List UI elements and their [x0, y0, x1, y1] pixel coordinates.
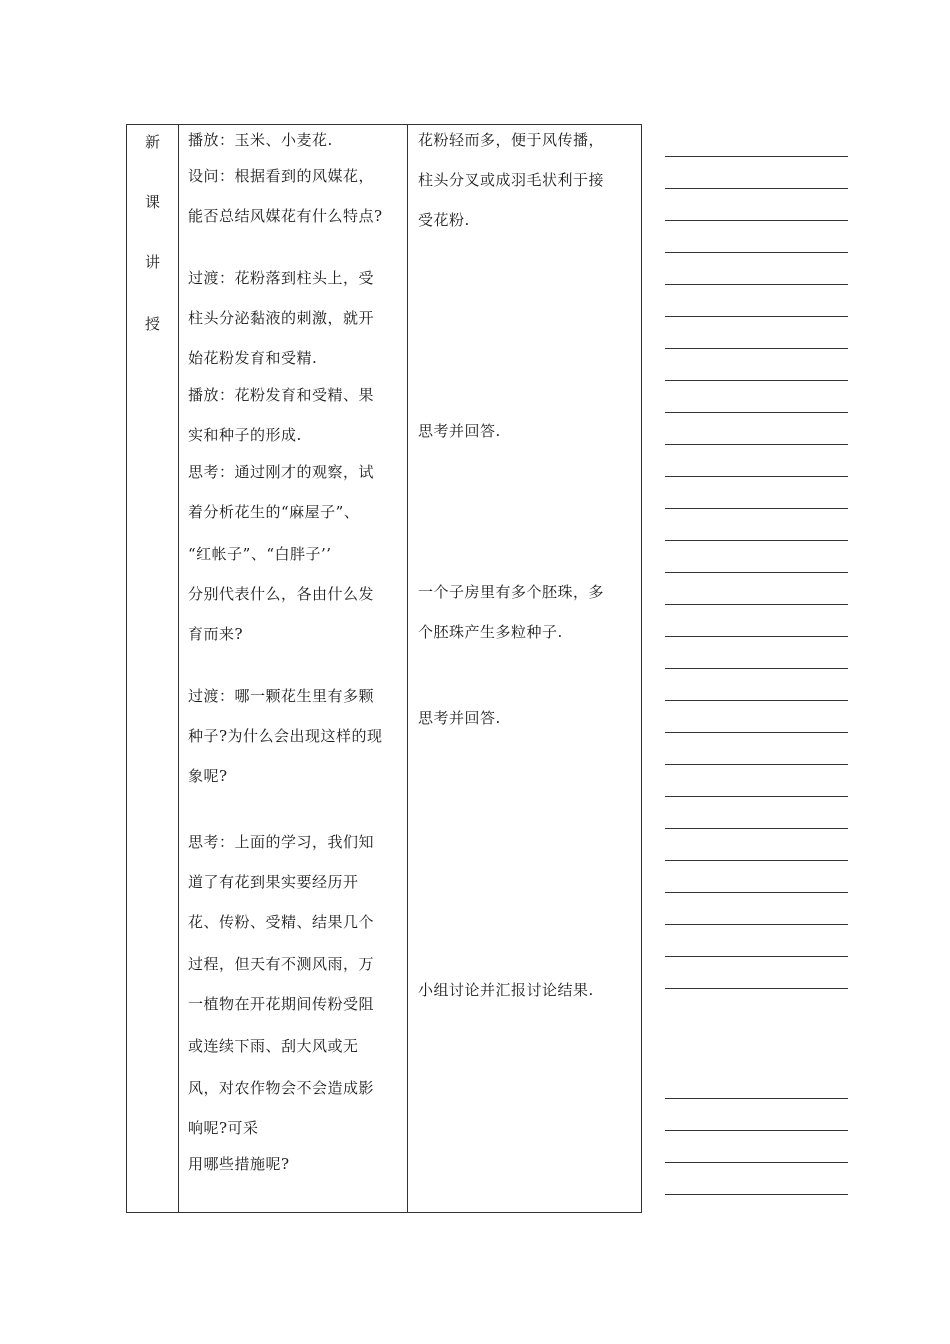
note-line — [665, 860, 848, 861]
student-line: 小组讨论并汇报讨论结果. — [418, 981, 594, 999]
section-label-char: 授 — [144, 315, 160, 333]
student-line: 思考并回答. — [418, 422, 501, 440]
note-line — [665, 476, 848, 477]
note-line — [665, 1130, 848, 1131]
lesson-table — [126, 124, 642, 1213]
teacher-line: 育而来? — [188, 625, 244, 643]
note-line — [665, 252, 848, 253]
note-line — [665, 412, 848, 413]
teacher-line: 过渡：花粉落到柱头上，受 — [188, 269, 375, 287]
student-line: 一个子房里有多个胚珠，多 — [418, 583, 605, 601]
note-line — [665, 924, 848, 925]
note-line — [665, 444, 848, 445]
note-line — [665, 284, 848, 285]
student-line: 思考并回答. — [418, 709, 501, 727]
note-line — [665, 764, 848, 765]
note-line — [665, 1098, 848, 1099]
note-line — [665, 1194, 848, 1195]
student-line: 柱头分叉或成羽毛状利于接 — [418, 171, 605, 189]
note-line — [665, 380, 848, 381]
note-line — [665, 572, 848, 573]
teacher-line: 始花粉发育和受精. — [188, 349, 318, 367]
teacher-line: 播放：花粉发育和受精、果 — [188, 386, 375, 404]
note-line — [665, 156, 848, 157]
teacher-line: 过程，但天有不测风雨，万 — [188, 955, 375, 973]
note-line — [665, 604, 848, 605]
note-line — [665, 220, 848, 221]
teacher-line: 或连续下雨、刮大风或无 — [188, 1037, 359, 1055]
note-line — [665, 700, 848, 701]
teacher-line: 着分析花生的“麻屋子”、 — [188, 503, 360, 521]
teacher-line: 用哪些措施呢? — [188, 1155, 290, 1173]
teacher-line: 播放：玉米、小麦花. — [188, 131, 333, 149]
student-line: 受花粉. — [418, 211, 470, 229]
note-line — [665, 668, 848, 669]
teacher-line: 一植物在开花期间传粉受阻 — [188, 995, 375, 1013]
teacher-line: 实和种子的形成. — [188, 426, 302, 444]
teacher-line: 设问：根据看到的风媒花， — [188, 167, 375, 185]
note-line — [665, 540, 848, 541]
teacher-line: 象呢? — [188, 767, 228, 785]
note-line — [665, 188, 848, 189]
student-line: 花粉轻而多，便于风传播， — [418, 131, 605, 149]
teacher-line: 种子?为什么会出现这样的现 — [188, 727, 383, 745]
note-line — [665, 348, 848, 349]
column-divider — [178, 125, 179, 1212]
teacher-line: 过渡：哪一颗花生里有多颗 — [188, 687, 375, 705]
teacher-line: 花、传粉、受精、结果几个 — [188, 913, 375, 931]
teacher-line: 分别代表什么，各由什么发 — [188, 585, 375, 603]
note-line — [665, 988, 848, 989]
note-line — [665, 316, 848, 317]
teacher-line: 能否总结风媒花有什么特点? — [188, 207, 383, 225]
note-line — [665, 828, 848, 829]
note-line — [665, 1162, 848, 1163]
teacher-line: “红帐子”、“白胖子’’ — [188, 545, 332, 563]
note-line — [665, 636, 848, 637]
note-line — [665, 508, 848, 509]
teacher-line: 道了有花到果实要经历开 — [188, 873, 359, 891]
teacher-line: 风，对农作物会不会造成影 — [188, 1079, 375, 1097]
note-line — [665, 796, 848, 797]
section-label-char: 讲 — [144, 253, 160, 271]
section-label-char: 课 — [144, 193, 160, 211]
teacher-line: 柱头分泌黏液的刺激，就开 — [188, 309, 375, 327]
note-line — [665, 732, 848, 733]
student-line: 个胚珠产生多粒种子. — [418, 623, 563, 641]
note-line — [665, 892, 848, 893]
note-line — [665, 956, 848, 957]
column-divider — [407, 125, 408, 1212]
teacher-line: 思考：通过刚才的观察，试 — [188, 463, 375, 481]
teacher-line: 响呢?可采 — [188, 1119, 259, 1137]
section-label-char: 新 — [144, 133, 160, 151]
teacher-line: 思考：上面的学习，我们知 — [188, 833, 375, 851]
